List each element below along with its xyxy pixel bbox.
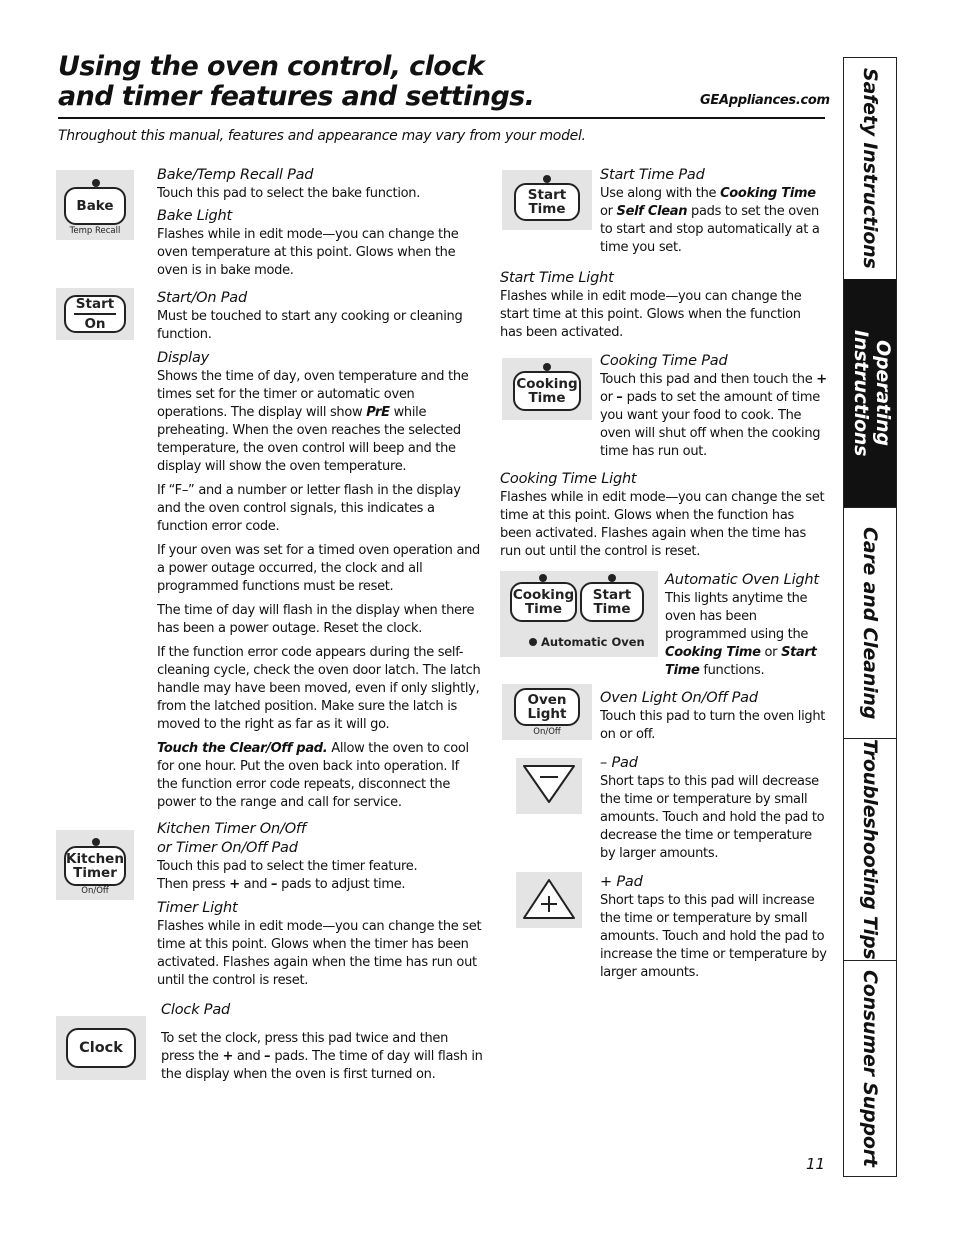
automatic-oven-text <box>665 590 825 680</box>
minus-pad-heading: – Pad <box>600 755 638 771</box>
display-p4: The time of day will flash in the display when there has been a power outage. Reset the clock. <box>157 603 475 636</box>
title-line-2: and timer features and settings. <box>58 81 535 112</box>
start-time-key-bottom: Time <box>528 201 566 217</box>
display-p1 <box>157 368 482 476</box>
start-time-key <box>514 183 580 221</box>
or-word: or <box>600 390 617 405</box>
bake-pad-text: Touch this pad to select the bake function. <box>157 186 421 201</box>
tab-label: Care and Cleaning <box>859 526 881 720</box>
start-on-section <box>157 289 482 812</box>
header-rule <box>58 117 825 119</box>
temp-recall-label: Temp Recall <box>69 226 121 236</box>
start-key-top: Start <box>75 296 115 313</box>
kitchen-timer-key <box>64 846 126 886</box>
timer-key-top: Kitchen <box>66 851 124 867</box>
clock-key <box>66 1028 136 1068</box>
tab-safety-instructions[interactable] <box>844 58 896 278</box>
plus-symbol: + <box>222 1049 234 1064</box>
start-time-text <box>600 185 830 257</box>
section-tabs <box>843 57 897 1177</box>
page-title <box>58 52 534 112</box>
tab-label: Safety Instructions <box>859 67 881 269</box>
intro-text: Throughout this manual, features and appearance may vary from your model. <box>58 128 586 144</box>
bake-pad-illustration <box>56 170 134 240</box>
clock-pad-illustration <box>56 1016 146 1080</box>
plus-symbol: + <box>229 877 240 892</box>
oven-light-pad-illustration <box>502 684 592 740</box>
start-on-pad-illustration <box>56 288 134 340</box>
plus-pad-illustration <box>516 872 582 928</box>
minus-pad-text: Short taps to this pad will decrease the time or temperature by small amounts. Touch and hold the pad to decrease the time or temperature by larger amounts. <box>600 774 825 861</box>
tab-label: Operating Instructions <box>850 329 894 457</box>
oven-light-key <box>514 688 580 726</box>
title-line-1: Using the oven control, clock <box>58 51 484 82</box>
cooking-time-ref: Cooking Time <box>720 186 816 201</box>
tab-operating-instructions[interactable] <box>844 279 896 507</box>
display-p1a: Shows the time of day, oven temperature and the times set for the timer or automatic oven operations. The display will show <box>157 369 469 420</box>
cooking-time-heading: Cooking Time Pad <box>600 353 728 369</box>
tab-care-and-cleaning[interactable] <box>844 508 896 738</box>
website-link[interactable]: GEAppliances.com <box>700 93 830 108</box>
cooking-time-pad-illustration <box>502 358 592 420</box>
cooking-time-light-heading: Cooking Time Light <box>500 471 637 487</box>
bake-section <box>157 166 482 280</box>
timer-heading-1: Kitchen Timer On/Off <box>157 821 306 837</box>
cooking-time-text <box>600 371 830 461</box>
clock-text-2: pads. The time of day will flash in the display when the oven is first turned on. <box>161 1049 483 1082</box>
clear-off-instruction: Touch the Clear/Off pad. <box>157 741 328 756</box>
start-time-t1: Use along with the <box>600 186 721 201</box>
display-p6 <box>157 740 482 812</box>
plus-symbol: + <box>816 372 827 387</box>
and-word: and <box>239 877 272 892</box>
plus-pad-section <box>600 873 828 982</box>
cooking-time-indicator-dot <box>543 363 551 371</box>
kitchen-timer-pad-illustration <box>56 830 134 900</box>
bake-key <box>64 187 126 225</box>
bake-light-text: Flashes while in edit mode—you can change the oven temperature at this point. Glows when the oven is in bake mode. <box>157 227 459 278</box>
display-heading: Display <box>157 350 210 366</box>
cooking-time-t2: pads to set the amount of time you want your food to cook. The oven will shut off when the cooking time has run out. <box>600 390 821 459</box>
plus-pad-text: Short taps to this pad will increase the time or temperature by small amounts. Touch and hold the pad to increase the time or temperature by larger amounts. <box>600 893 827 980</box>
cooking-time-key-bottom: Time <box>528 390 566 406</box>
start-time-indicator-dot <box>608 574 616 582</box>
bake-indicator-dot <box>92 179 100 187</box>
start-time-light-heading: Start Time Light <box>500 270 614 286</box>
auto-key2-bottom: Time <box>593 601 631 617</box>
plus-pad-heading: + Pad <box>600 874 643 890</box>
oven-light-section <box>600 689 828 744</box>
timer-on-off-label: On/Off <box>81 886 109 896</box>
display-p5: If the function error code appears during the self-cleaning cycle, check the oven door latch. The latch handle may have been moved, even if only slightly, from the latched position. Make sure the latch is moved to the right as far as it will go. <box>157 645 481 732</box>
minus-symbol: – <box>271 877 278 892</box>
clock-section <box>161 1001 483 1084</box>
auto-key1-top: Cooking <box>512 587 575 603</box>
minus-pad-section <box>600 754 828 863</box>
tab-consumer-support[interactable] <box>844 961 896 1176</box>
auto-key1-bottom: Time <box>524 601 563 617</box>
kitchen-timer-section <box>157 820 482 990</box>
cooking-time-key <box>513 371 581 411</box>
start-time-ref: Start Time <box>665 645 817 678</box>
automatic-oven-dot <box>529 638 537 646</box>
automatic-oven-label: Automatic Oven <box>541 635 645 649</box>
timer-text-2 <box>157 876 482 894</box>
minus-symbol: – <box>264 1049 271 1064</box>
auto-t3: functions. <box>699 663 765 678</box>
oven-light-key-top: Oven <box>527 692 567 708</box>
start-on-divider <box>74 313 116 315</box>
automatic-oven-heading: Automatic Oven Light <box>665 572 819 588</box>
timer-light-heading: Timer Light <box>157 900 238 916</box>
display-p3: If your oven was set for a timed oven operation and a power outage occurred, the clock and all programmed functions must be reset. <box>157 543 481 594</box>
page-number: 11 <box>806 1155 826 1173</box>
self-clean-ref: Self Clean <box>616 204 688 219</box>
tab-troubleshooting-tips[interactable] <box>844 739 896 960</box>
timer-light-text: Flashes while in edit mode—you can change the set time at this point. Glows when the timer has been activated. Flashes again when the time has run out until the control is reset. <box>157 919 482 988</box>
start-on-key <box>64 295 126 333</box>
start-time-pad-illustration <box>502 170 592 230</box>
start-time-key-top: Start <box>527 187 567 203</box>
cooking-time-light-text: Flashes while in edit mode—you can change the set time at this point. Glows when the function has been activated. Flashes again when the time has run out until the control is reset. <box>500 490 825 559</box>
start-time-heading: Start Time Pad <box>600 167 705 183</box>
start-on-text: Must be touched to start any cooking or cleaning function. <box>157 309 463 342</box>
auto-t2: or <box>760 645 782 660</box>
automatic-oven-indicator <box>529 635 645 649</box>
auto-key2-top: Start <box>592 587 632 603</box>
display-p1c: while preheating. When the oven reaches the selected temperature, the oven control will beep and the display will show the oven temperature. <box>157 405 461 474</box>
display-pre: PrE <box>366 405 390 420</box>
cooking-time-indicator-dot <box>539 574 547 582</box>
minus-symbol: – <box>616 390 623 405</box>
minus-pad-illustration <box>516 758 582 814</box>
bake-light-heading: Bake Light <box>157 208 232 224</box>
cooking-time-key <box>510 582 577 622</box>
cooking-time-section <box>600 352 830 461</box>
start-time-light-section <box>500 269 825 342</box>
start-time-key <box>580 582 644 622</box>
timer-key-bottom: Timer <box>73 865 117 881</box>
oven-light-heading: Oven Light On/Off Pad <box>600 690 758 706</box>
timer-text-2b: pads to adjust time. <box>277 877 406 892</box>
timer-heading-2: or Timer On/Off Pad <box>157 840 298 856</box>
minus-pad-icon <box>516 758 582 814</box>
auto-t1: This lights anytime the oven has been programmed using the <box>665 591 809 642</box>
start-time-light-text: Flashes while in edit mode—you can change the start time at this point. Glows when the function has been activated. <box>500 289 802 340</box>
start-time-section <box>600 166 830 257</box>
start-time-t3: pads to set the oven to start and stop automatically at a time you set. <box>600 204 820 255</box>
tab-label: Consumer Support <box>859 970 881 1167</box>
bake-key-label: Bake <box>76 198 114 214</box>
start-time-indicator-dot <box>543 175 551 183</box>
clock-key-label: Clock <box>79 1040 123 1056</box>
automatic-oven-section <box>665 571 825 680</box>
and-word: and <box>233 1049 265 1064</box>
clock-text <box>161 1030 483 1084</box>
timer-text-2a: Then press <box>157 877 230 892</box>
clock-text-1: To set the clock, press this pad twice and then press the <box>161 1031 449 1064</box>
display-p6b: Allow the oven to cool for one hour. Put the oven back into operation. If the function error code repeats, disconnect the power to the range and call for service. <box>157 741 469 810</box>
start-time-t2: or <box>600 204 617 219</box>
cooking-time-light-section <box>500 470 825 561</box>
start-on-heading: Start/On Pad <box>157 290 247 306</box>
start-key-bottom: On <box>84 315 106 332</box>
cooking-time-ref: Cooking Time <box>665 645 761 660</box>
oven-light-text: Touch this pad to turn the oven light on or off. <box>600 709 826 742</box>
timer-indicator-dot <box>92 838 100 846</box>
bake-pad-heading: Bake/Temp Recall Pad <box>157 167 314 183</box>
tab-label: Troubleshooting Tips <box>859 739 881 960</box>
oven-light-key-bottom: Light <box>527 706 567 722</box>
automatic-oven-illustration <box>500 571 658 657</box>
oven-light-on-off-label: On/Off <box>533 727 561 737</box>
timer-text-1: Touch this pad to select the timer feature. <box>157 859 418 874</box>
cooking-time-t1: Touch this pad and then touch the <box>600 372 817 387</box>
display-p2: If “F–” and a number or letter flash in the display and the oven control signals, this indicates a function error code. <box>157 483 461 534</box>
clock-heading: Clock Pad <box>161 1002 231 1018</box>
plus-pad-icon <box>516 872 582 928</box>
cooking-time-key-top: Cooking <box>516 376 578 392</box>
